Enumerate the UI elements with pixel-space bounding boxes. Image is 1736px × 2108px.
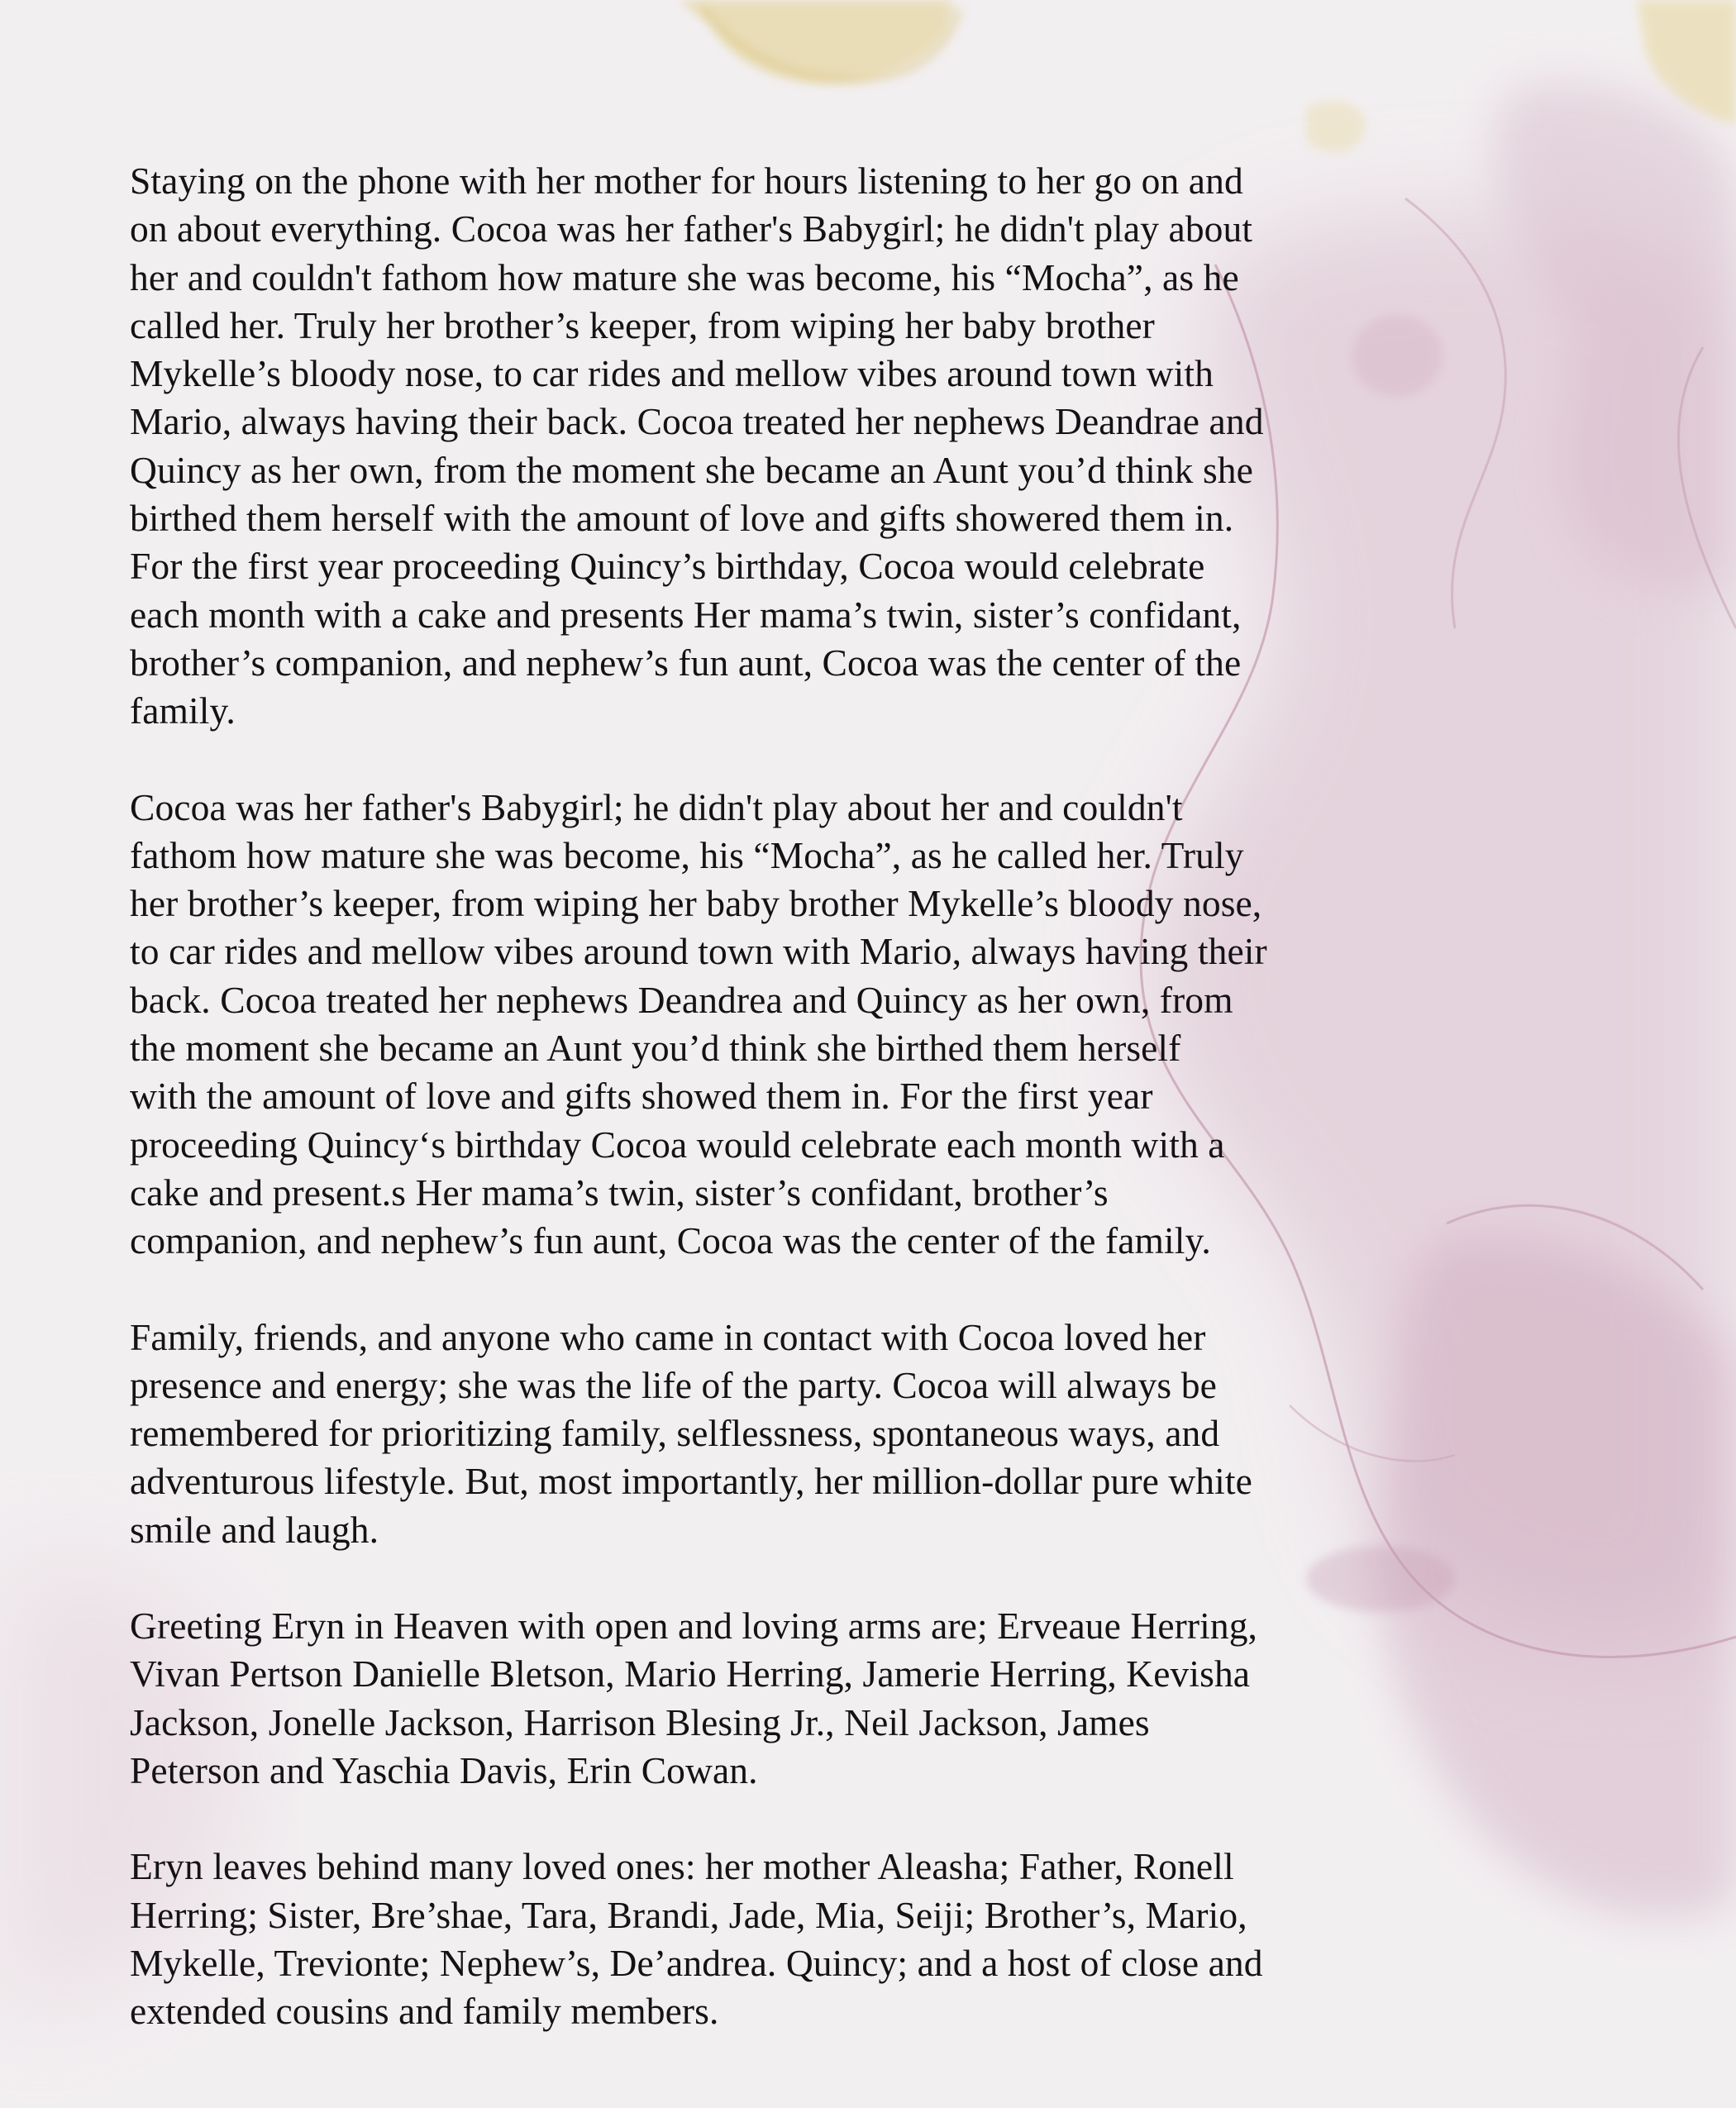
- paragraph-babygirl: Cocoa was her father's Babygirl; he didn't play about her and couldn't fathom how mature she was become, his “Mocha”, as he called her. Truly her brother’s keeper, from wiping her baby brother Mykelle’s bloody nose, to car rides and mellow vibes around town with Mario, always having their back. Cocoa treated her nephews Deandrea and Quincy as her own, from the moment she became an Aunt you’d think she birthed them herself with the amount of love and gifts showed them in. For the first year proceeding Quincy‘s birthday Cocoa would celebrate each month with a cake and present.s Her mama’s twin, sister’s confidant, brother’s companion, and nephew’s fun aunt, Cocoa was the center of the family.: [130, 785, 1267, 1262]
- paragraph-remembered: Family, friends, and anyone who came in contact with Cocoa loved her presence and energy; she was the life of the party. Cocoa will always be remembered for prioritizing family, selflessness, spontaneous ways, and adventurous lifestyle. But, most importantly, her million-dollar pure white smile and laugh.: [130, 1315, 1252, 1551]
- gold-shimmer-mid: [1306, 101, 1366, 152]
- paragraph-childhood-family: Staying on the phone with her mother for hours listening to her go on and on about everything. Cocoa was her father's Babygirl; he didn't play about her and couldn't fathom how mature she was become, his “Mocha”, as he called her. Truly her brother’s keeper, from wiping her baby brother Mykelle’s bloody nose, to car rides and mellow vibes around town with Mario, always having their back. Cocoa treated her nephews Deandrae and Quincy as her own, from the moment she became an Aunt you’d think she birthed them herself with the amount of love and gifts showered them in. For the first year proceeding Quincy’s birthday, Cocoa would celebrate each month with a cake and presents Her mama’s twin, sister’s confidant, brother’s companion, and nephew’s fun aunt, Cocoa was the center of the family.: [130, 160, 1264, 732]
- paragraph-greeting-in-heaven: Greeting Eryn in Heaven with open and loving arms are; Erveaue Herring, Vivan Pertson Danielle Bletson, Mario Herring, Jamerie Herring, Kevisha Jackson, Jonelle Jackson, Harrison Blesing Jr., Neil Jackson, James Peterson and Yaschia Davis, Erin Cowan.: [130, 1605, 1258, 1791]
- paragraph-survivors: Eryn leaves behind many loved ones: her mother Aleasha; Father, Ronell Herring; Sister, Bre’shae, Tara, Brandi, Jade, Mia, Seiji; Brother’s, Mario, Mykelle, Trevionte; Nephew’s, De’andrea. Quincy; and a host of close and extended cousins and family members.: [130, 1845, 1263, 2033]
- memorial-text: [130, 157, 1419, 2083]
